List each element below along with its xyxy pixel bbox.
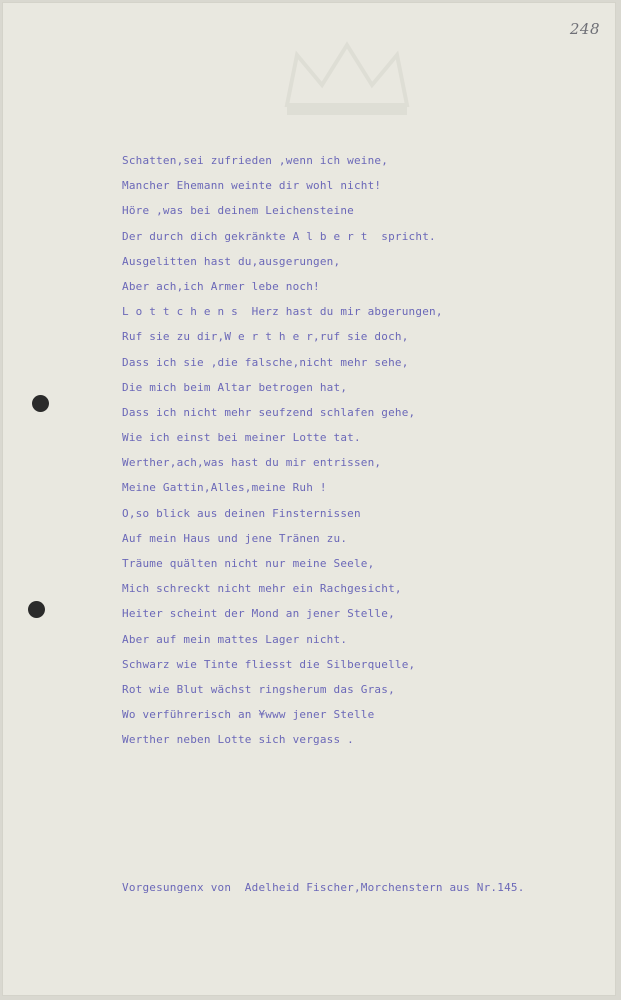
- poem-line: Schwarz wie Tinte fliesst die Silberquelle,: [122, 657, 416, 671]
- poem-line: Auf mein Haus und jene Tränen zu.: [122, 531, 348, 545]
- poem-line: Werther neben Lotte sich vergass .: [122, 733, 354, 747]
- paper-sheet: [2, 2, 616, 996]
- poem-line: L o t t c h e n s Herz hast du mir abgerungen,: [122, 305, 443, 319]
- punch-hole: [32, 395, 49, 412]
- poem-line: Aber auf mein mattes Lager nicht.: [122, 632, 348, 646]
- poem-line: Schatten,sei zufrieden ,wenn ich weine,: [122, 154, 389, 167]
- poem-line: O,so blick aus deinen Finsternissen: [122, 506, 361, 520]
- attribution-note: Vorgesungenx von Adelheid Fischer,Morchenstern aus Nr.145.: [122, 881, 525, 894]
- poem-line: Wo verführerisch an ¥www jener Stelle: [122, 708, 375, 722]
- poem-line: Wie ich einst bei meiner Lotte tat.: [122, 431, 361, 445]
- poem-line: Heiter scheint der Mond an jener Stelle,: [122, 607, 395, 621]
- poem-line: Höre ,was bei deinem Leichensteine: [122, 204, 354, 218]
- poem-line: Mich schreckt nicht mehr ein Rachgesicht,: [122, 582, 402, 596]
- poem-line: Dass ich sie ,die falsche,nicht mehr sehe,: [122, 355, 409, 369]
- poem-line: Träume quälten nicht nur meine Seele,: [122, 557, 375, 570]
- page-number: 248: [569, 20, 600, 38]
- poem-body: [122, 148, 592, 753]
- poem-line: Ruf sie zu dir,W e r t h e r,ruf sie doch,: [122, 330, 409, 344]
- poem-line: Dass ich nicht mehr seufzend schlafen gehe,: [122, 405, 416, 419]
- watermark-crown-icon: [272, 30, 422, 120]
- poem-line: Rot wie Blut wächst ringsherum das Gras,: [122, 682, 395, 696]
- poem-line: Aber ach,ich Armer lebe noch!: [122, 279, 320, 293]
- poem-line: Meine Gattin,Alles,meine Ruh !: [122, 481, 327, 495]
- punch-hole: [28, 601, 45, 618]
- poem-line: Werther,ach,was hast du mir entrissen,: [122, 456, 382, 470]
- poem-line: Mancher Ehemann weinte dir wohl nicht!: [122, 179, 382, 193]
- poem-line: Ausgelitten hast du,ausgerungen,: [122, 254, 341, 268]
- poem-line: Der durch dich gekränkte A l b e r t spricht.: [122, 229, 436, 243]
- poem-line: Die mich beim Altar betrogen hat,: [122, 380, 348, 394]
